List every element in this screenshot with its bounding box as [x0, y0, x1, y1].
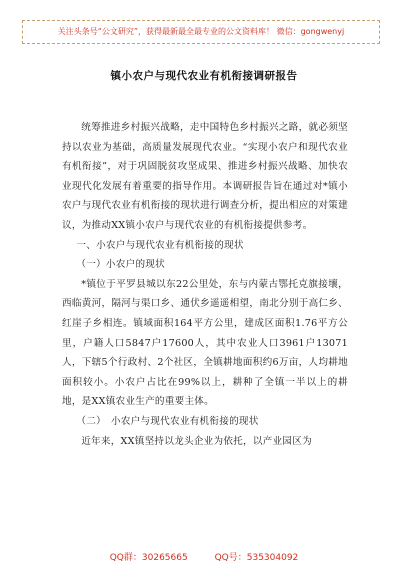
- header-banner: 关注头条号“公文研究”，获得最新最全最专业的公文资料库！ 微信：gongwenyj: [22, 20, 380, 44]
- footer-contact: [0, 550, 408, 563]
- subsection-heading-2: （二） 小农户与现代农业有机衔接的现状: [76, 415, 259, 427]
- section-heading-1: 一、小农户与现代农业有机衔接的现状: [76, 239, 244, 251]
- qq-number-text: QQ号：535304092: [214, 553, 299, 563]
- document-body: [62, 118, 348, 451]
- subsection-heading-1: （一）小农户的现状: [76, 259, 165, 271]
- qq-group-text: QQ群：30265665: [109, 553, 188, 563]
- document-title: 镇小农户与现代农业有机衔接调研报告: [110, 70, 298, 82]
- paragraph-town-overview: *镇位于平罗县城以东22公里处，东与内蒙古鄂托克旗接壤，西临黄河，隔河与渠口乡、通伏乡遥遥相望，南北分别于高仁乡、红崖子乡相连。镇域面积164平方公里，建成区面积1.76平方公里，户籍人口5847户17600人，其中农业人口3961户13071人，下辖5个行政村、2个社区，全镇耕地面积约6万亩，人均耕地面积较小。小农户占比在99%以上，耕种了全镇一半以上的耕地，是XX镇农业生产的重要主体。: [62, 278, 348, 408]
- paragraph-recent-years: 近年来，XX镇坚持以龙头企业为依托，以产业园区为: [81, 435, 312, 447]
- paragraph-intro: 统筹推进乡村振兴战略，走中国特色乡村振兴之路，就必须坚持以农业为基础，高质量发展现代农业。“实现小农户和现代农业有机衔接”，对于巩固脱贫攻坚成果、推进乡村振兴战略、加快农业现代化发展有着重要的指导作用。本调研报告旨在通过对*镇小农户与现代农业有机衔接的现状进行调查分析，提出相应的对策建议，为推动XX镇小农户与现代农业的有机衔接提供参考。: [62, 122, 348, 231]
